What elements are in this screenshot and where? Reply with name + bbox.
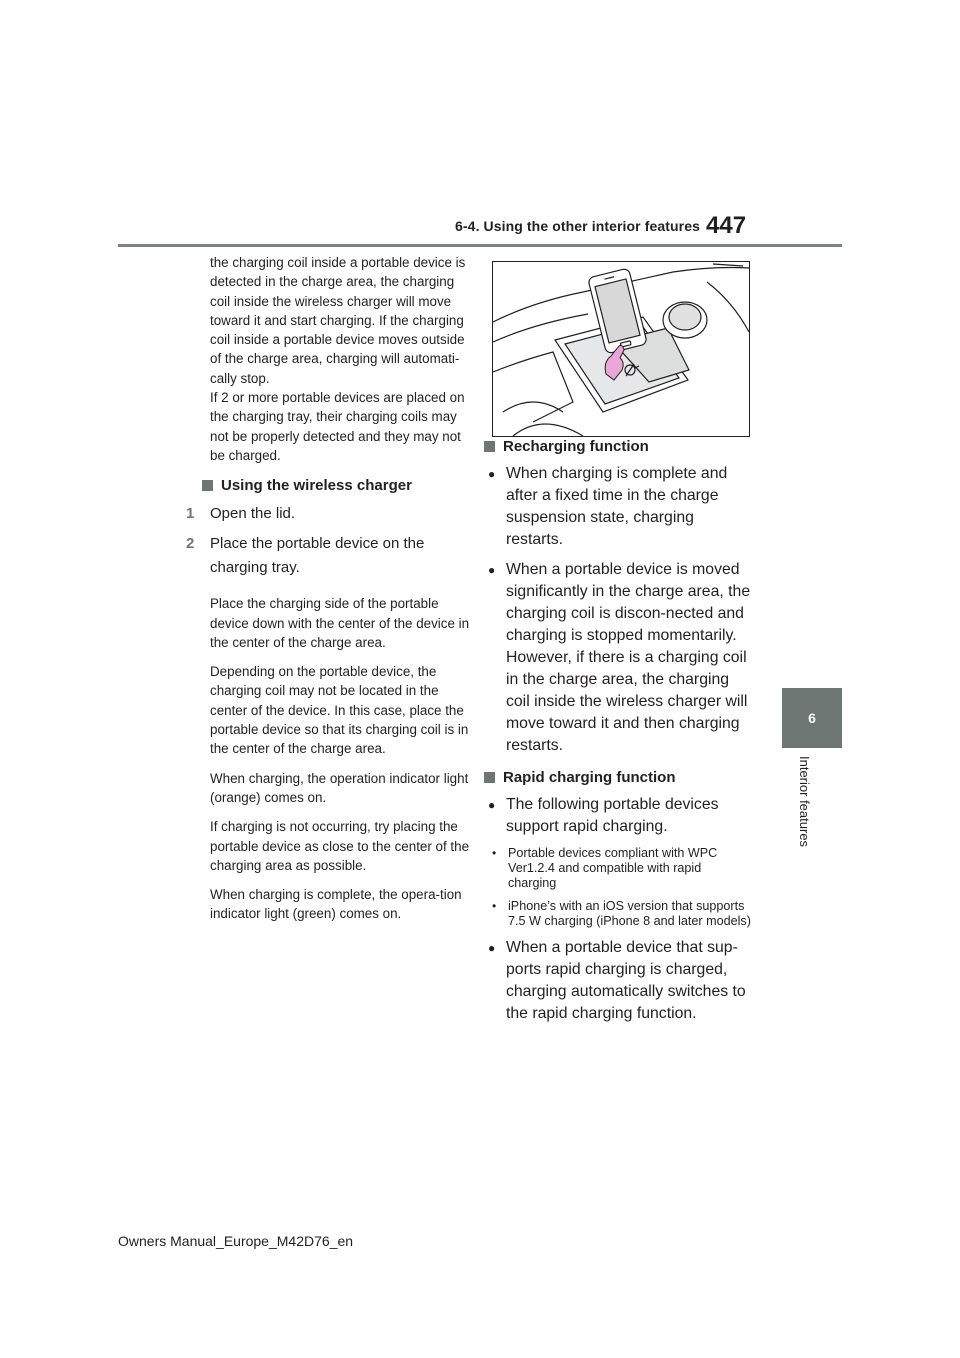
chapter-tab xyxy=(782,688,842,748)
bullet-item xyxy=(488,463,752,551)
bullet-item xyxy=(488,937,752,1025)
note-paragraph: When charging is complete, the opera-tion indicator light (green) comes on. xyxy=(210,887,462,922)
step-item xyxy=(186,532,470,580)
note-paragraph: When charging, the operation indicator light (orange) comes on. xyxy=(210,770,469,805)
bullet-text: When charging is complete and after a fixed time in the charge suspension state, charging restarts. xyxy=(506,465,728,548)
sub-list-text: Portable devices compliant with WPC Ver1.2.4 and compatible with rapid charging xyxy=(508,846,718,890)
recharging-heading xyxy=(484,438,752,455)
bullet-dot-icon: ● xyxy=(488,467,496,481)
bullet-text: When a portable device that sup-ports rapid charging is charged, charging automatically switches to the rapid charging function. xyxy=(506,939,746,1022)
rapid-heading-text: Rapid charging function xyxy=(503,769,676,786)
header-divider xyxy=(118,244,842,247)
rapid-heading xyxy=(484,769,752,786)
step-number: 1 xyxy=(186,505,195,523)
square-bullet-icon xyxy=(484,441,495,452)
note-paragraph: Depending on the portable device, the charging coil may not be located in the center of the device. In this case, place the portable device so that its charging coil is in the center of the charge area. xyxy=(210,664,469,757)
left-column xyxy=(186,253,470,924)
note-paragraph: Place the charging side of the portable device down with the center of the device in the center of the charge area. xyxy=(210,596,470,650)
recharging-heading-text: Recharging function xyxy=(503,438,649,455)
bullet-dot-icon: ● xyxy=(488,563,496,577)
small-bullet-icon: • xyxy=(492,899,497,913)
intro-paragraph: the charging coil inside a portable device is detected in the charge area, the charging coil inside the wireless charger will move toward it and start charging. If the charging coil inside a portable device moves outside of the charge area, charging will automati-cally stop. If 2 or more portable devices are placed on the charging tray, their charging coils may not be properly detected and they may not be charged. xyxy=(210,255,466,463)
chapter-title: Interior features xyxy=(797,756,812,848)
note-paragraph: If charging is not occurring, try placing the portable device as close to the center of the charging area as possible. xyxy=(210,819,470,873)
right-column xyxy=(488,438,752,1033)
section-title: 6-4. Using the other interior features xyxy=(455,218,700,234)
step-item xyxy=(186,502,470,526)
sub-list-text: iPhone’s with an iOS version that supports 7.5 W charging (iPhone 8 and later models) xyxy=(508,899,751,928)
footer-text: Owners Manual_Europe_M42D76_en xyxy=(118,1233,354,1249)
bullet-text: The following portable devices support rapid charging. xyxy=(506,796,719,835)
bullet-item xyxy=(488,794,752,838)
square-bullet-icon xyxy=(202,480,213,491)
small-bullet-icon: • xyxy=(492,846,497,860)
chapter-number: 6 xyxy=(808,710,816,726)
page-number: 447 xyxy=(706,212,747,239)
wireless-charger-tray-illustration-icon xyxy=(493,262,749,436)
using-heading xyxy=(202,477,470,494)
square-bullet-icon xyxy=(484,772,495,783)
bullet-dot-icon: ● xyxy=(488,941,496,955)
bullet-text: When a portable device is moved significantly in the charge area, the charging coil is discon-nected and charging is stopped momentarily. However, if there is a charging coil in the charge area, the charging coil inside the wireless charger will move toward it and then charging restarts. xyxy=(506,561,751,754)
step-number: 2 xyxy=(186,535,195,553)
step-text: Place the portable device on the charging tray. xyxy=(210,535,425,577)
sub-list-item xyxy=(492,846,752,891)
wireless-charger-illustration xyxy=(492,261,750,437)
step-text: Open the lid. xyxy=(210,505,296,523)
bullet-item xyxy=(488,559,752,757)
sub-list-item xyxy=(492,899,752,929)
using-heading-text: Using the wireless charger xyxy=(221,477,412,495)
bullet-dot-icon: ● xyxy=(488,798,496,812)
